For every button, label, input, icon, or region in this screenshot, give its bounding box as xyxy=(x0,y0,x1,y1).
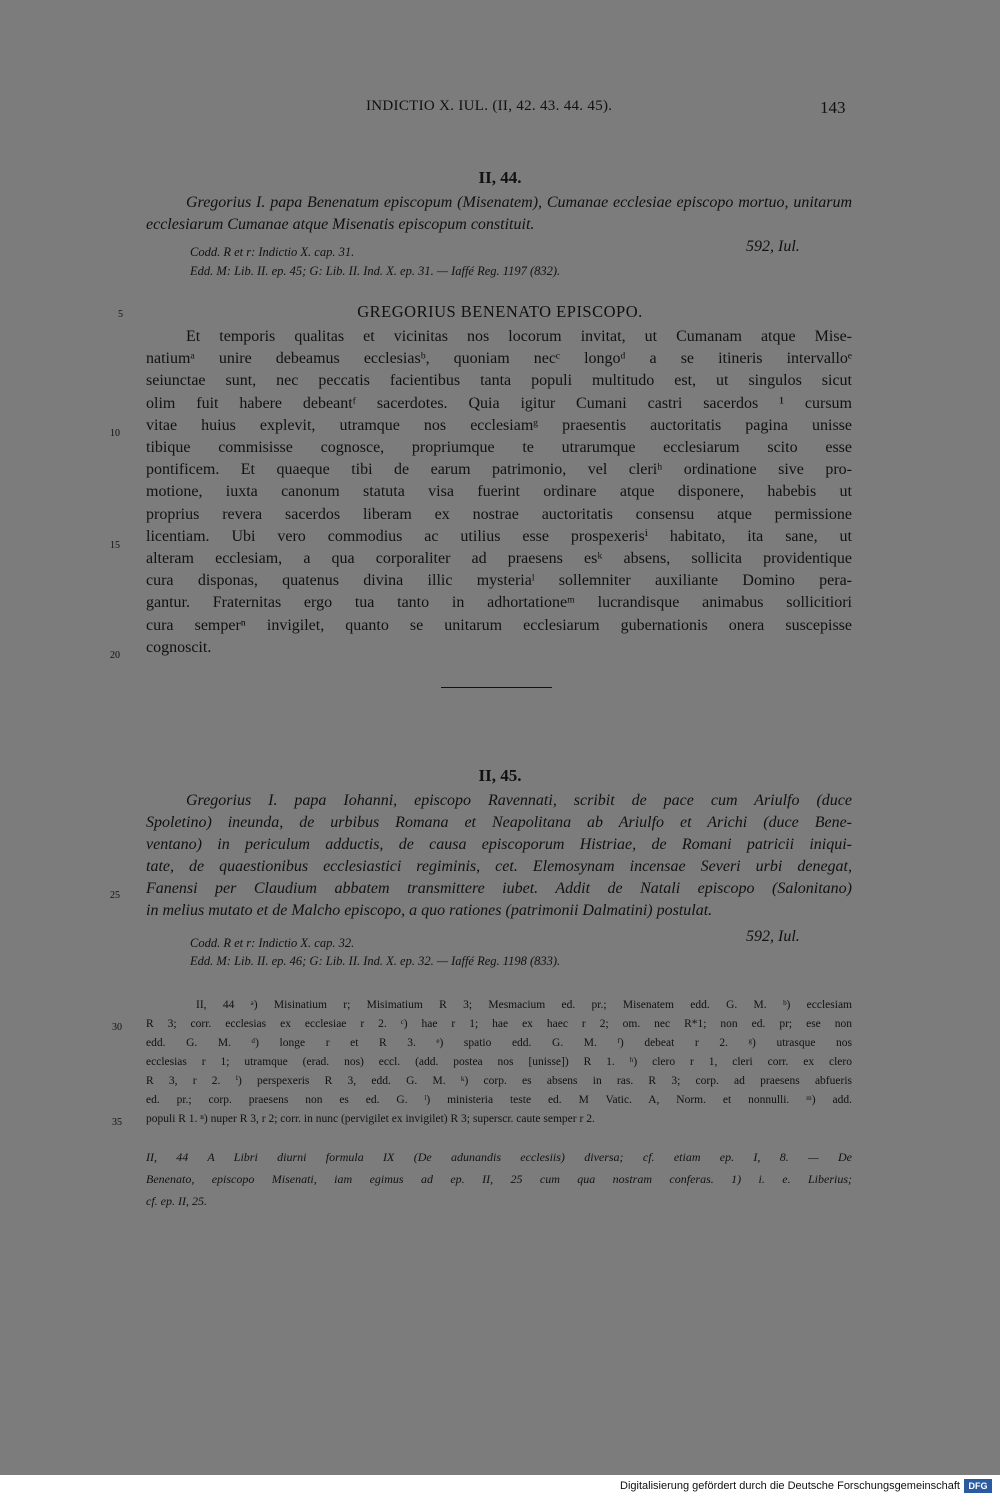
text-line: Fanensi per Claudium abbatem transmittere iubet. Addit de Natali episcopo (Salonitano) xyxy=(146,880,852,897)
page-number: 143 xyxy=(820,98,846,117)
letter-summary: Gregorius I. papa Benenatum episcopum (Misenatem), Cumanae ecclesiae episcopo mortuo, unitarum ecclesiarum Cumanae atque Misenatis episcopum constituit. xyxy=(146,194,852,233)
text-line: proprius revera sacerdos liberam ex nostrae auctoritatis consensu atque permissione xyxy=(146,505,852,523)
text-line: olim fuit habere debeantᶠ sacerdotes. Quia igitur Cumani castri sacerdos ¹ cursum xyxy=(146,394,852,412)
running-head: INDICTIO X. IUL. (II, 42. 43. 44. 45). xyxy=(366,98,613,114)
text-line: in melius mutato et de Malcho episcopo, a quo rationes (patrimonii Dalmatini) postulat. xyxy=(146,902,713,919)
dfg-logo: DFG xyxy=(964,1479,992,1493)
text-line: II, 44 ᵃ) Misinatium r; Misimatium R 3; Mesmacium ed. pr.; Misenatem edd. G. M. ᵇ) ecclesiam xyxy=(196,999,852,1011)
line-number: 30 xyxy=(112,1022,122,1033)
text-line: edd. G. M. ᵈ) longe r et R 3. ᵉ) spatio edd. G. M. ᶠ) debeat r 2. ᵍ) utrasque nos xyxy=(146,1037,852,1049)
text-line: vitae huius explevit, utramque nos ecclesiamᵍ praesentis auctoritatis pagina unisse xyxy=(146,416,852,434)
line-number: 15 xyxy=(110,540,120,551)
text-line: alteram ecclesiam, a qua corporaliter ad praesens esᵏ absens, sollicita providentique xyxy=(146,550,852,567)
letter-number: II, 45. xyxy=(478,766,522,785)
letter-date: 592, Iul. xyxy=(746,928,800,945)
text-line: R 3, r 2. ⁱ) perspexeris R 3, edd. G. M. ᵏ) corp. es absens in ras. R 3; corp. ad praesens abfueris xyxy=(146,1075,852,1087)
text-line: Gregorius I. papa Iohanni, episcopo Ravennati, scribit de pace cum Ariulfo (duce xyxy=(186,792,852,809)
line-number: 25 xyxy=(110,890,120,901)
text-line: motione, iuxta canonum statuta visa fuerint ordinare atque disponere, habebis ut xyxy=(146,483,852,501)
footer-bar xyxy=(0,1475,1000,1499)
section-divider xyxy=(441,687,552,688)
text-line: ecclesias r 1; utramque (erad. nos) eccl. (add. postea nos [unisse]) R 1. ʰ) clero r 1, cleri corr. ex clero xyxy=(146,1056,852,1068)
letter-number: II, 44. xyxy=(478,168,522,187)
text-line: Benenato, episcopo Misenati, iam egimus ad ep. II, 25 cum qua nostram conferas. 1) i. e. Liberius; xyxy=(146,1172,852,1186)
line-number: 5 xyxy=(118,309,123,320)
line-number: 10 xyxy=(110,428,120,439)
text-line: cura disponas, quatenus divina illic mysteriaˡ sollemniter auxiliante Domino pera- xyxy=(146,572,852,590)
line-number: 35 xyxy=(112,1117,122,1128)
text-line: seiunctae sunt, nec peccatis facientibus tanta populi multitudo est, ut singulos sicut xyxy=(146,372,852,390)
text-line: cura semperⁿ invigilet, quanto se unitarum ecclesiarum gubernationis onera suscepisse xyxy=(146,616,852,634)
text-line: R 3; corr. ecclesias ex ecclesiae r 2. ᶜ) hae r 1; hae ex haec r 2; om. nec R*1; non ed. pr; ese non xyxy=(146,1018,852,1030)
text-line: licentiam. Ubi vero commodius ac utilius esse prospexerisⁱ habitato, ita sane, ut xyxy=(146,527,852,545)
text-line: natiumᵃ unire debeamus ecclesiasᵇ, quoniam necᶜ longoᵈ a se itineris intervalloᵉ xyxy=(146,350,852,368)
text-line: Et temporis qualitas et vicinitas nos locorum invitat, ut Cumanam atque Mise- xyxy=(186,328,852,345)
codices-line: Codd. R et r: Indictio X. cap. 32. xyxy=(190,936,355,950)
editions-line: Edd. M: Lib. II. ep. 45; G: Lib. II. Ind. X. ep. 31. — Iaffé Reg. 1197 (832). xyxy=(190,264,561,278)
line-number: 20 xyxy=(110,650,120,661)
text-line: ed. pr.; corp. praesens non es ed. G. ˡ) ministeria teste ed. M Vatic. A, Norm. et nonnulli. ᵐ) add. xyxy=(146,1094,852,1106)
editions-line: Edd. M: Lib. II. ep. 46; G: Lib. II. Ind. X. ep. 32. — Iaffé Reg. 1198 (833). xyxy=(190,954,561,968)
text-line: tibique commisisse cognosce, propriumque te utrarumque ecclesiarum scito esse xyxy=(146,439,852,456)
text-line: pontificem. Et quaeque tibi de earum patrimonio, vel cleriʰ ordinatione sive pro- xyxy=(146,461,852,479)
text-line: populi R 1. ⁿ) nuper R 3, r 2; corr. in nunc (pervigilet ex invigilet) R 3; superscr. caute semper r 2. xyxy=(146,1113,595,1125)
letter-date: 592, Iul. xyxy=(746,238,800,255)
text-line: cf. ep. II, 25. xyxy=(146,1194,207,1208)
footer-credit: Digitalisierung gefördert durch die Deutsche Forschungsgemeinschaft xyxy=(620,1480,960,1492)
text-line: gantur. Fraternitas ergo tua tanto in adhortationeᵐ lucrandisque animabus sollicitiori xyxy=(146,594,852,612)
text-line: Spoletino) ineunda, de urbibus Romana et Neapolitana ab Ariulfo et Arichi (duce Bene- xyxy=(146,814,852,831)
text-line: tate, de quaestionibus ecclesiastici regiminis, cet. Elemosynam incensae Severi urbi denegat, xyxy=(146,858,852,875)
text-line: II, 44 A Libri diurni formula IX (De adunandis ecclesiis) diversa; cf. etiam ep. I, 8. — De xyxy=(146,1150,852,1164)
letter-heading: GREGORIUS BENENATO EPISCOPO. xyxy=(357,302,643,321)
codices-line: Codd. R et r: Indictio X. cap. 31. xyxy=(190,245,355,259)
text-line: ventano) in periculum adductis, de causa episcoporum Histriae, de Romani patricii iniqui- xyxy=(146,836,852,853)
text-line: cognoscit. xyxy=(146,638,212,656)
